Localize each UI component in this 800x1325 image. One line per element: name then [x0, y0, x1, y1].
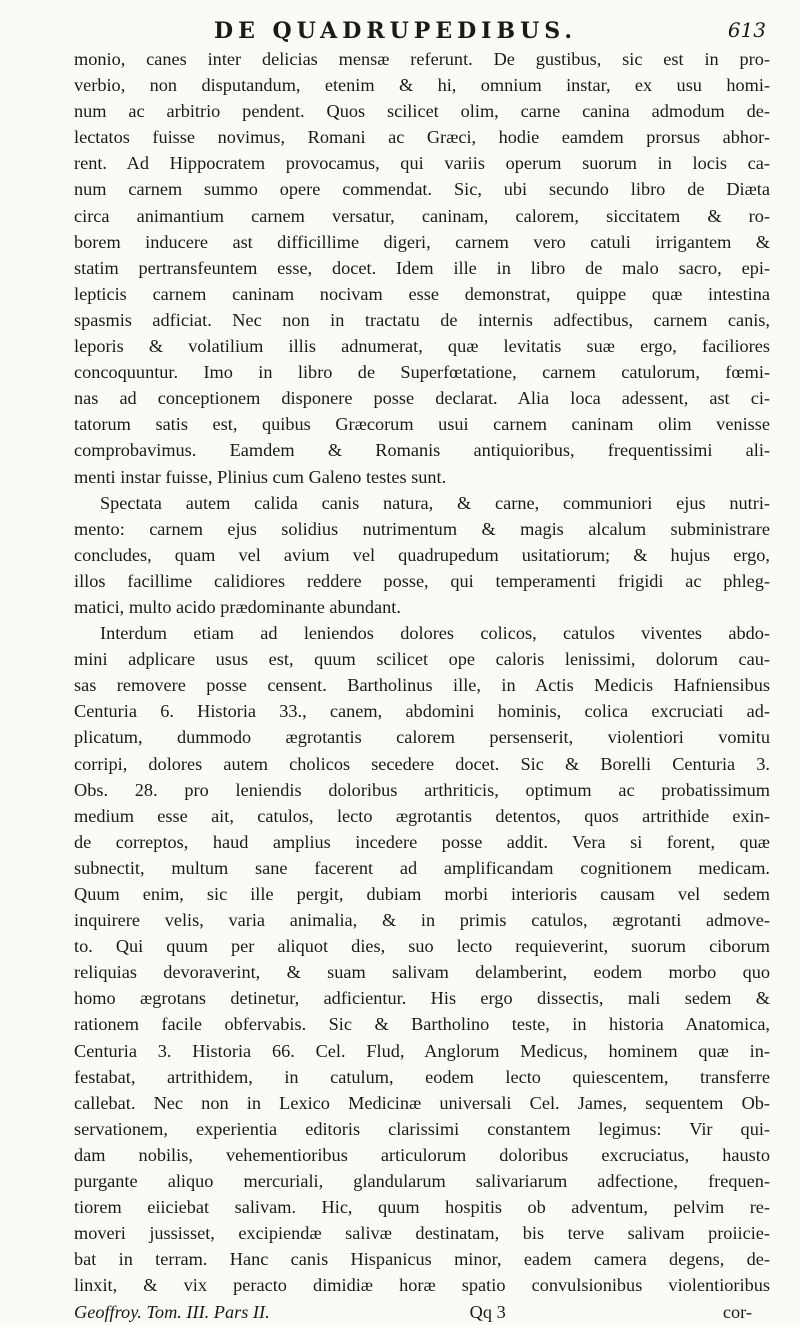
text-line: num ac arbitrio pendent. Quos scilicet olim, carne canina admodum de- — [74, 101, 770, 122]
catchword: cor- — [722, 1301, 752, 1322]
text-line: illos facillime calidiores reddere posse, qui temperamenti frigidi ac phleg- — [74, 570, 770, 591]
body-text — [74, 46, 770, 1299]
text-line: tatorum satis est, quibus Græcorum usui carnem caninam olim venisse — [74, 414, 770, 435]
text-line: rent. Ad Hippocratem provocamus, qui variis operum suorum in locis ca- — [74, 153, 770, 174]
text-line: menti instar fuisse, Plinius cum Galeno testes sunt. — [74, 466, 447, 487]
text-line: de correptos, haud amplius incedere posse addit. Vera si forent, quæ — [74, 831, 770, 852]
text-line: plicatum, dummodo ægrotantis calorem persenserit, violentiori vomitu — [74, 727, 770, 748]
text-line: medium esse ait, catulos, lecto ægrotantis detentos, quos artrithide exin- — [74, 805, 770, 826]
text-line: spasmis adficiat. Nec non in tractatu de internis adfectibus, carnem canis, — [74, 309, 770, 330]
text-line: to. Qui quum per aliquot dies, suo lecto requieverint, suorum ciborum — [74, 936, 770, 957]
text-line: tiorem eiiciebat salivam. Hic, quum hospitis ob adventum, pelvim re- — [74, 1197, 770, 1218]
text-line: comprobavimus. Eamdem & Romanis antiquioribus, frequentissimi ali- — [74, 440, 770, 461]
text-line: homo ægrotans detinetur, adficientur. His ergo dissectis, mali sedem & — [74, 988, 770, 1009]
page-number: 613 — [727, 18, 766, 42]
page-footer — [74, 1299, 770, 1325]
text-line: moveri jussisset, excipiendæ salivæ destinatam, bis terve salivam proiicie- — [74, 1223, 770, 1244]
text-line: reliquias devoraverint, & suam salivam delamberint, eodem morbo quo — [74, 962, 770, 983]
text-line: concoquuntur. Imo in libro de Superfœtatione, carnem catulorum, fœmi- — [74, 362, 770, 383]
text-line: corripi, dolores autem cholicos secedere docet. Sic & Borelli Centuria 3. — [74, 753, 770, 774]
text-line: lepticis carnem caninam nocivam esse demonstrat, quippe quæ intestina — [74, 283, 770, 304]
text-line: dam nobilis, vehementioribus articulorum doloribus excruciatus, hausto — [74, 1144, 770, 1165]
text-line: festabat, artrithidem, in catulum, eodem lecto quiescentem, transferre — [74, 1066, 770, 1087]
text-line: inquirere velis, varia animalia, & in primis catulos, ægrotanti admove- — [74, 910, 770, 931]
running-head: DE QUADRUPEDIBUS. — [214, 18, 578, 44]
text-line: borem inducere ast difficillime digeri, carnem vero catuli irrigantem & — [74, 231, 770, 252]
text-line: Centuria 6. Historia 33., canem, abdomini hominis, colica excruciati ad- — [74, 701, 770, 722]
text-line: bat in terram. Hanc canis Hispanicus minor, eadem camera degens, de- — [74, 1249, 770, 1270]
text-line: Spectata autem calida canis natura, & carne, communiori ejus nutri- — [100, 492, 770, 513]
text-line: rationem facile obfervabis. Sic & Bartholino teste, in historia Anatomica, — [74, 1014, 770, 1035]
text-line: subnectit, multum sane facerent ad amplificandam cognitionem medicam. — [74, 857, 770, 878]
text-line: leporis & volatilium illis adnumerat, quæ levitatis suæ ergo, faciliores — [74, 336, 770, 357]
text-line: mento: carnem ejus solidius nutrimentum & magis alcalum subministrare — [74, 518, 770, 539]
text-line: statim pertransfeuntem esse, docet. Idem ille in libro de malo sacro, epi- — [74, 257, 770, 278]
text-line: purgante aliquo mercuriali, glandularum salivariarum adfectione, frequen- — [74, 1171, 770, 1192]
signature-mark: Qq 3 — [469, 1301, 506, 1322]
text-line: mini adplicare usus est, quum scilicet ope caloris lenissimi, dolorum cau- — [74, 649, 770, 670]
text-line: monio, canes inter delicias mensæ referunt. De gustibus, sic est in pro- — [74, 49, 770, 69]
text-line: verbio, non disputandum, etenim & hi, omnium instar, ex usu homi- — [74, 75, 770, 96]
text-line: num carnem summo opere commendat. Sic, ubi secundo libro de Diæta — [74, 179, 770, 200]
text-line: Quum enim, sic ille pergit, dubiam morbi interioris causam vel sedem — [74, 884, 770, 904]
text-line: servationem, experientia editoris clarissimi constantem legimus: Vir qui- — [74, 1118, 770, 1139]
text-line: matici, multo acido prædominante abundant. — [74, 596, 401, 617]
text-line: callebat. Nec non in Lexico Medicinæ universali Cel. James, sequentem Ob- — [74, 1092, 770, 1113]
text-line: sas removere posse censent. Bartholinus ille, in Actis Medicis Hafniensibus — [74, 675, 770, 696]
text-line: linxit, & vix peracto dimidiæ horæ spatio convulsionibus violentioribus — [74, 1275, 770, 1296]
page-header — [74, 16, 770, 46]
text-line: circa animantium carnem versatur, caninam, calorem, siccitatem & ro- — [74, 205, 770, 226]
text-line: Interdum etiam ad leniendos dolores colicos, catulos viventes abdo- — [100, 623, 770, 644]
text-line: Obs. 28. pro leniendis doloribus arthriticis, optimum ac probatissimum — [74, 779, 770, 800]
text-line: Centuria 3. Historia 66. Cel. Flud, Anglorum Medicus, hominem quæ in- — [74, 1040, 770, 1061]
footer-reference: Geoffroy. Tom. III. Pars II. — [74, 1301, 270, 1322]
text-line: nas ad conceptionem disponere posse declarat. Alia loca adessent, ast ci- — [74, 388, 770, 409]
text-line: lectatos fuisse novimus, Romani ac Græci, hodie eamdem prorsus abhor- — [74, 127, 770, 148]
text-line: concludes, quam vel avium vel quadrupedum usitatiorum; & hujus ergo, — [74, 544, 770, 565]
